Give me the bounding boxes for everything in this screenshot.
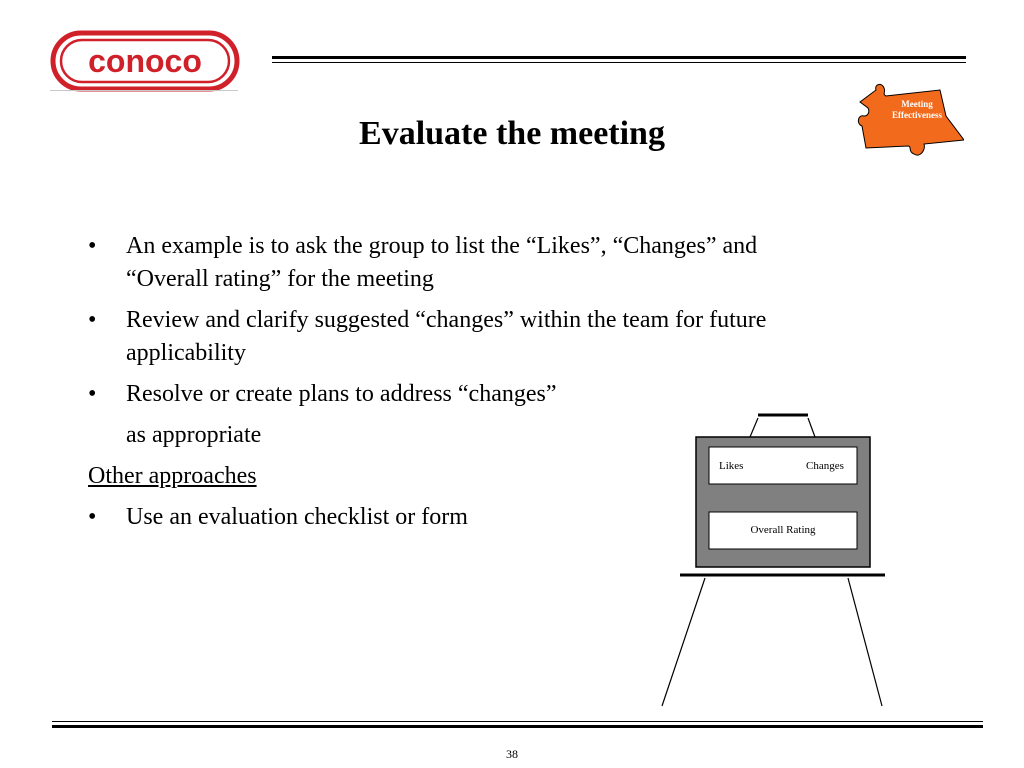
bullet-continuation: as appropriate [126,422,262,448]
bullet-line: Review and clarify suggested “changes” within the team for future [126,307,767,333]
other-approaches-heading: Other approaches [88,463,257,489]
changes-label: Changes [806,460,844,472]
bullet-line: An example is to ask the group to list the “Likes”, “Changes” and [126,233,758,259]
logo-text: conoco [88,43,202,79]
likes-label: Likes [719,460,744,472]
overall-rating-label: Overall Rating [750,524,816,536]
top-rule [272,56,966,65]
bullet-item [88,230,908,296]
bullet-item [88,304,908,370]
puzzle-label [884,99,950,121]
bullet-item [88,378,908,411]
bullet-line: applicability [126,340,246,366]
puzzle-label-line1: Meeting [901,99,933,109]
easel-illustration [660,410,890,710]
bullet-line: Resolve or create plans to address “changes” [126,381,557,407]
bottom-rule [52,721,983,730]
bullet-line: “Overall rating” for the meeting [126,266,434,292]
bullet-marker: • [88,381,97,407]
bullet-marker: • [88,307,97,333]
bullet-marker: • [88,504,97,530]
conoco-logo [50,30,240,92]
puzzle-label-line2: Effectiveness [892,110,942,120]
page-number: 38 [506,747,518,761]
bullet-line: Use an evaluation checklist or form [126,504,468,530]
puzzle-piece-icon [856,82,964,160]
bullet-marker: • [88,233,97,259]
slide-title: Evaluate the meeting [359,115,665,152]
logo-underline [50,90,238,91]
